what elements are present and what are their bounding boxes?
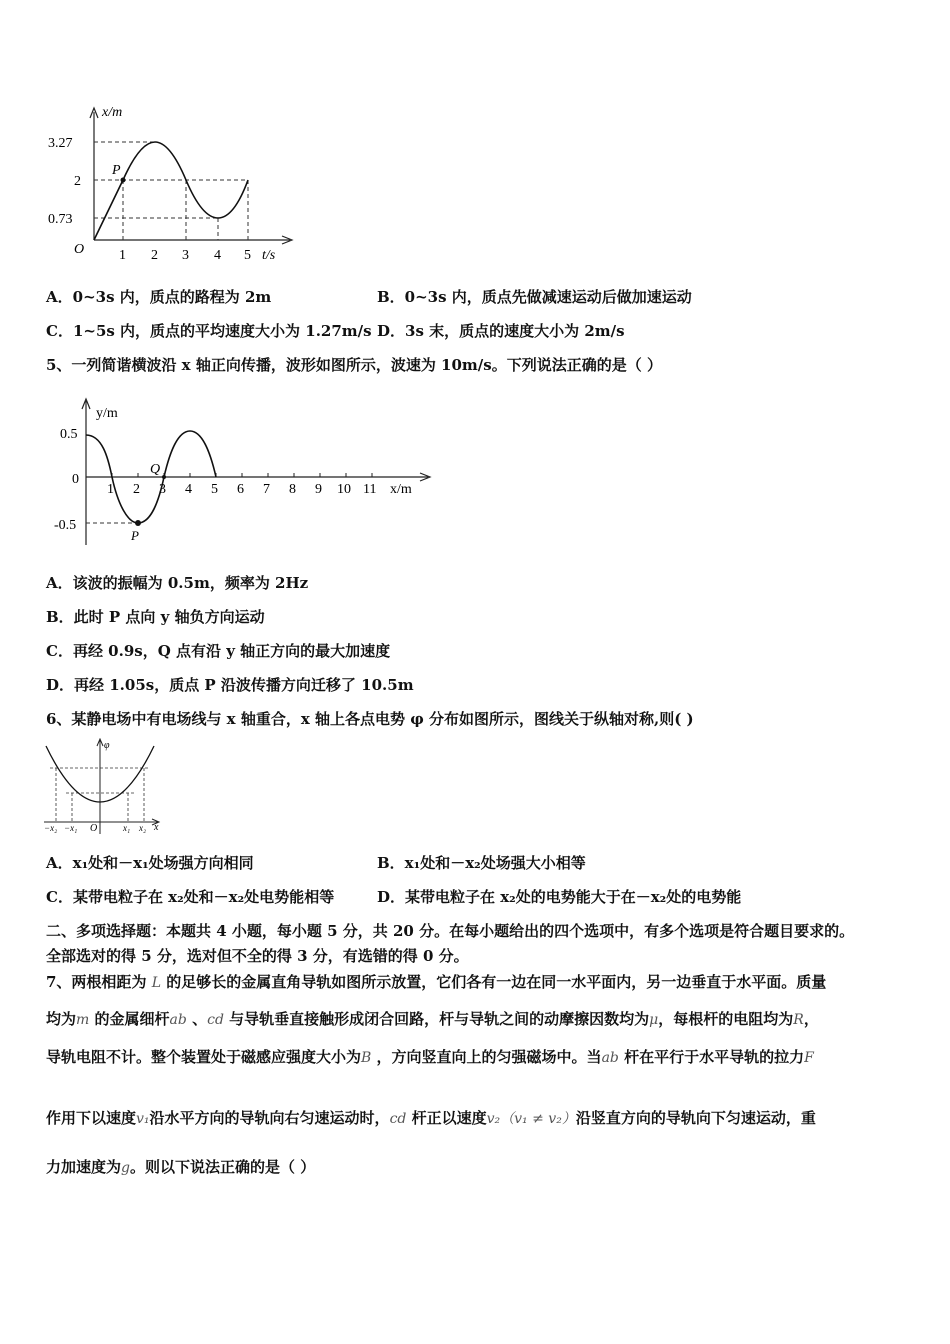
var-R: R (793, 1012, 804, 1028)
x-tick-5: 5 (211, 482, 218, 497)
wave-graph (40, 395, 440, 555)
x-tick-3: 3 (159, 482, 166, 497)
q5-option-b: B．此时 P 点向 y 轴负方向运动 (46, 608, 265, 626)
origin-label: O (74, 242, 85, 257)
var-cd-2: cd (389, 1111, 407, 1127)
x-tick-3: 3 (182, 248, 189, 263)
q5-stem: 5、一列简谐横波沿 x 轴正向传播，波形如图所示，波速为 10m/s。下列说法正确的是（ ） (46, 356, 662, 374)
point-p-dot (121, 178, 126, 183)
var-B: B (361, 1050, 372, 1066)
y-tick-3.27: 3.27 (48, 136, 73, 151)
q4-option-b: B．0~3s 内，质点先做减速运动后做加速运动 (377, 288, 692, 306)
var-F: F (804, 1050, 814, 1066)
var-ab: ab (169, 1012, 187, 1028)
x-tick-9: 9 (315, 482, 322, 497)
y-tick-2: 2 (74, 174, 81, 189)
y-tick-neg0.5: -0.5 (54, 518, 77, 533)
x-tick-10: 10 (337, 482, 351, 497)
x-tick-5: 5 (244, 248, 251, 263)
x-tick-7: 7 (263, 482, 270, 497)
q6-option-a: A．x₁处和－x₁处场强方向相同 (46, 854, 254, 872)
x-tick-1: 1 (107, 482, 114, 497)
q7-line-5: 力加速度为g。则以下说法正确的是（ ） (46, 1158, 316, 1176)
label-neg-x2: −x₂ (44, 823, 58, 833)
q4-option-a: A．0~3s 内，质点的路程为 2m (46, 288, 272, 306)
q5-option-a: A．该波的振幅为 0.5m，频率为 2Hz (46, 574, 309, 592)
x-tick-4: 4 (214, 248, 221, 263)
q5-option-c: C．再经 0.9s，Q 点有沿 y 轴正方向的最大加速度 (46, 642, 391, 660)
var-m: m (76, 1012, 90, 1028)
y-tick-0.73: 0.73 (48, 212, 73, 227)
x-tick-6: 6 (237, 482, 244, 497)
var-mu: μ (649, 1012, 659, 1028)
x-tick-4: 4 (185, 482, 192, 497)
label-x2: x₂ (139, 823, 147, 833)
var-ab-2: ab (601, 1050, 619, 1066)
point-p-label: P (131, 528, 139, 543)
q7-line-4: 作用下以速度v₁沿水平方向的导轨向右匀速运动时，cd 杆正以速度v₂（v₁ ≠ v₂）沿竖直方向的导轨向下匀速运动，重 (46, 1109, 816, 1127)
var-v1: v₁ (136, 1111, 150, 1127)
y-axis-label: y/m (96, 406, 118, 421)
section2-heading-line2: 全部选对的得 5 分，选对但不全的得 3 分，有选错的得 0 分。 (46, 947, 469, 965)
potential-graph (40, 738, 170, 838)
var-g: g (121, 1160, 130, 1176)
point-q-label: Q (150, 462, 161, 477)
var-cd: cd (207, 1012, 224, 1028)
q5-option-d: D．再经 1.05s，质点 P 沿波传播方向迁移了 10.5m (46, 676, 414, 694)
label-origin: O (90, 823, 98, 834)
x-axis-label: t/s (262, 248, 276, 263)
x-tick-1: 1 (119, 248, 126, 263)
label-x1: x₁ (123, 823, 131, 833)
q6-option-b: B．x₁处和－x₂处场强大小相等 (377, 854, 586, 872)
q6-option-c: C．某带电粒子在 x₂处和－x₂处电势能相等 (46, 888, 335, 906)
xt-curve (94, 142, 248, 240)
label-neg-x1: −x₁ (64, 823, 78, 833)
x-tick-11: 11 (363, 482, 377, 497)
q6-stem: 6、某静电场中有电场线与 x 轴重合，x 轴上各点电势 φ 分布如图所示，图线关于纵轴对称,则( ) (46, 710, 694, 728)
q7-line-1: 7、两根相距为 L 的足够长的金属直角导轨如图所示放置，它们各有一边在同一水平面内，另一边垂直于水平面。质量 (46, 973, 827, 991)
point-p-dot (135, 520, 141, 526)
phi-axis-label: φ (104, 740, 110, 751)
q4-option-d: D．3s 末，质点的速度大小为 2m/s (377, 322, 625, 340)
x-tick-8: 8 (289, 482, 296, 497)
point-p-label: P (112, 163, 121, 178)
x-axis-label: x (154, 822, 159, 833)
y-axis-label: x/m (102, 105, 123, 120)
var-L: L (151, 975, 161, 991)
q7-line-2: 均为m 的金属细杆ab 、cd 与导轨垂直接触形成闭合回路，杆与导轨之间的动摩擦因数均为μ，每根杆的电阻均为R， (46, 1010, 819, 1028)
x-axis-label: x/m (390, 482, 412, 497)
point-q-dot (162, 475, 166, 479)
q7-line-3: 导轨电阻不计。整个装置处于磁感应强度大小为B ，方向竖直向上的匀强磁场中。当ab 杆在平行于水平导轨的拉力F (46, 1048, 814, 1066)
x-tick-2: 2 (151, 248, 158, 263)
x-tick-2: 2 (133, 482, 140, 497)
var-v2-condition: v₂（v₁ ≠ v₂） (486, 1111, 576, 1127)
xt-graph (40, 100, 300, 270)
q6-option-d: D．某带电粒子在 x₂处的电势能大于在－x₂处的电势能 (377, 888, 742, 906)
q4-option-c: C．1~5s 内，质点的平均速度大小为 1.27m/s (46, 322, 372, 340)
y-tick-0: 0 (72, 472, 79, 487)
y-tick-0.5: 0.5 (60, 427, 78, 442)
section2-heading-line1: 二、多项选择题：本题共 4 小题，每小题 5 分，共 20 分。在每小题给出的四个选项中，有多个选项是符合题目要求的。 (46, 922, 855, 940)
